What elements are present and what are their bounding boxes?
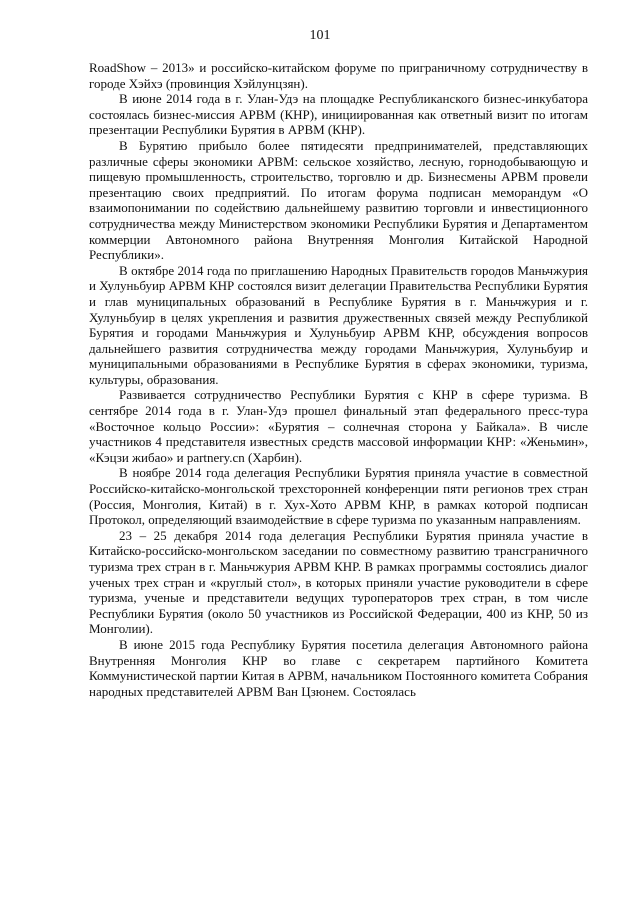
paragraph: В Бурятию прибыло более пятидесяти предпринимателей, представляющих различные сферы экономики АРВМ: сельское хозяйство, лесную, горнодобывающую и пищевую промышленность, строительство, торговлю и др. Бизнесмены АРВМ провели презентацию своих предприятий. По итогам форума подписан меморандум «О взаимопонимании по содействию дальнейшему развитию торговли и инвестиционного сотрудничества между Министерством экономики Республики Бурятия и Департаментом коммерции Автономного района Внутренняя Монголия Китайской Народной Республики». [89,137,588,263]
paragraph: В июне 2015 года Республику Бурятия посетила делегация Автономного района Внутренняя Монголия КНР во главе с секретарем партийного Комитета Коммунистической партии Китая в АРВМ, начальником Постоянного комитета Собрания народных представителей АРВМ Ван Цзюнем. Состоялась [89,636,588,699]
page-number: 101 [309,28,331,43]
paragraph: В ноябре 2014 года делегация Республики Бурятия приняла участие в совместной Российско-китайско-монгольской трехсторонней конференции пяти регионов трех стран (Россия, Монголия, Китай) в г. Хух-Хото АРВМ КНР, в рамках которой подписан Протокол, определяющий взаимодействие в сфере туризма по указанным направлениям. [89,465,588,528]
paragraph: В октябре 2014 года по приглашению Народных Правительств городов Маньчжурия и Хулуньбуир АРВМ КНР состоялся визит делегации Правительства Республики Бурятия и глав муниципальных образований в Республике Бурятия в г. Маньчжурия и г. Хулуньбуир в целях укрепления и развития дружественных связей между Республикой Бурятия и городами Маньчжурия и Хулуньбуир АРВМ КНР, обсуждения вопросов дальнейшего развития сотрудничества между городами Маньчжурия, Хулуньбуир и муниципальными образованиями в Республике Бурятия в сферах экономики, туризма, культуры, образования. [89,262,588,387]
paragraph: В июне 2014 года в г. Улан-Удэ на площадке Республиканского бизнес-инкубатора состоялась бизнес-миссия АРВМ (КНР), инициированная как ответный визит по итогам презентации Республики Бурятия в АРВМ (КНР). [89,91,588,138]
paragraph: RoadShow – 2013» и российско-китайском форуме по приграничному сотрудничеству в городе Хэйхэ (провинция Хэйлунцзян). [89,60,588,91]
paragraph: Развивается сотрудничество Республики Бурятия с КНР в сфере туризма. В сентябре 2014 года в г. Улан-Удэ прошел финальный этап федерального пресс-тура «Восточное кольцо России»: «Бурятия – солнечная сторона у Байкала». В числе участников 4 представителя известных средств массовой информации КНР: «Женьмин», «Кэцзи жибао» и partnery.cn (Харбин). [89,387,588,465]
page-body [89,60,588,699]
paragraph: 23 – 25 декабря 2014 года делегация Республики Бурятия приняла участие в Китайско-российско-монгольском заседании по совместному развитию трансграничного туризма трех стран в г. Маньчжурия АРВМ КНР. В рамках программы состоялись диалог ученых трех стран и «круглый стол», в которых приняли участие руководители в сфере туризма, ученые и представители ведущих туроператоров трех стран, в том числе Республики Бурятия (около 50 участников из Российской Федерации, 400 из КНР, 50 из Монголии). [89,527,588,637]
